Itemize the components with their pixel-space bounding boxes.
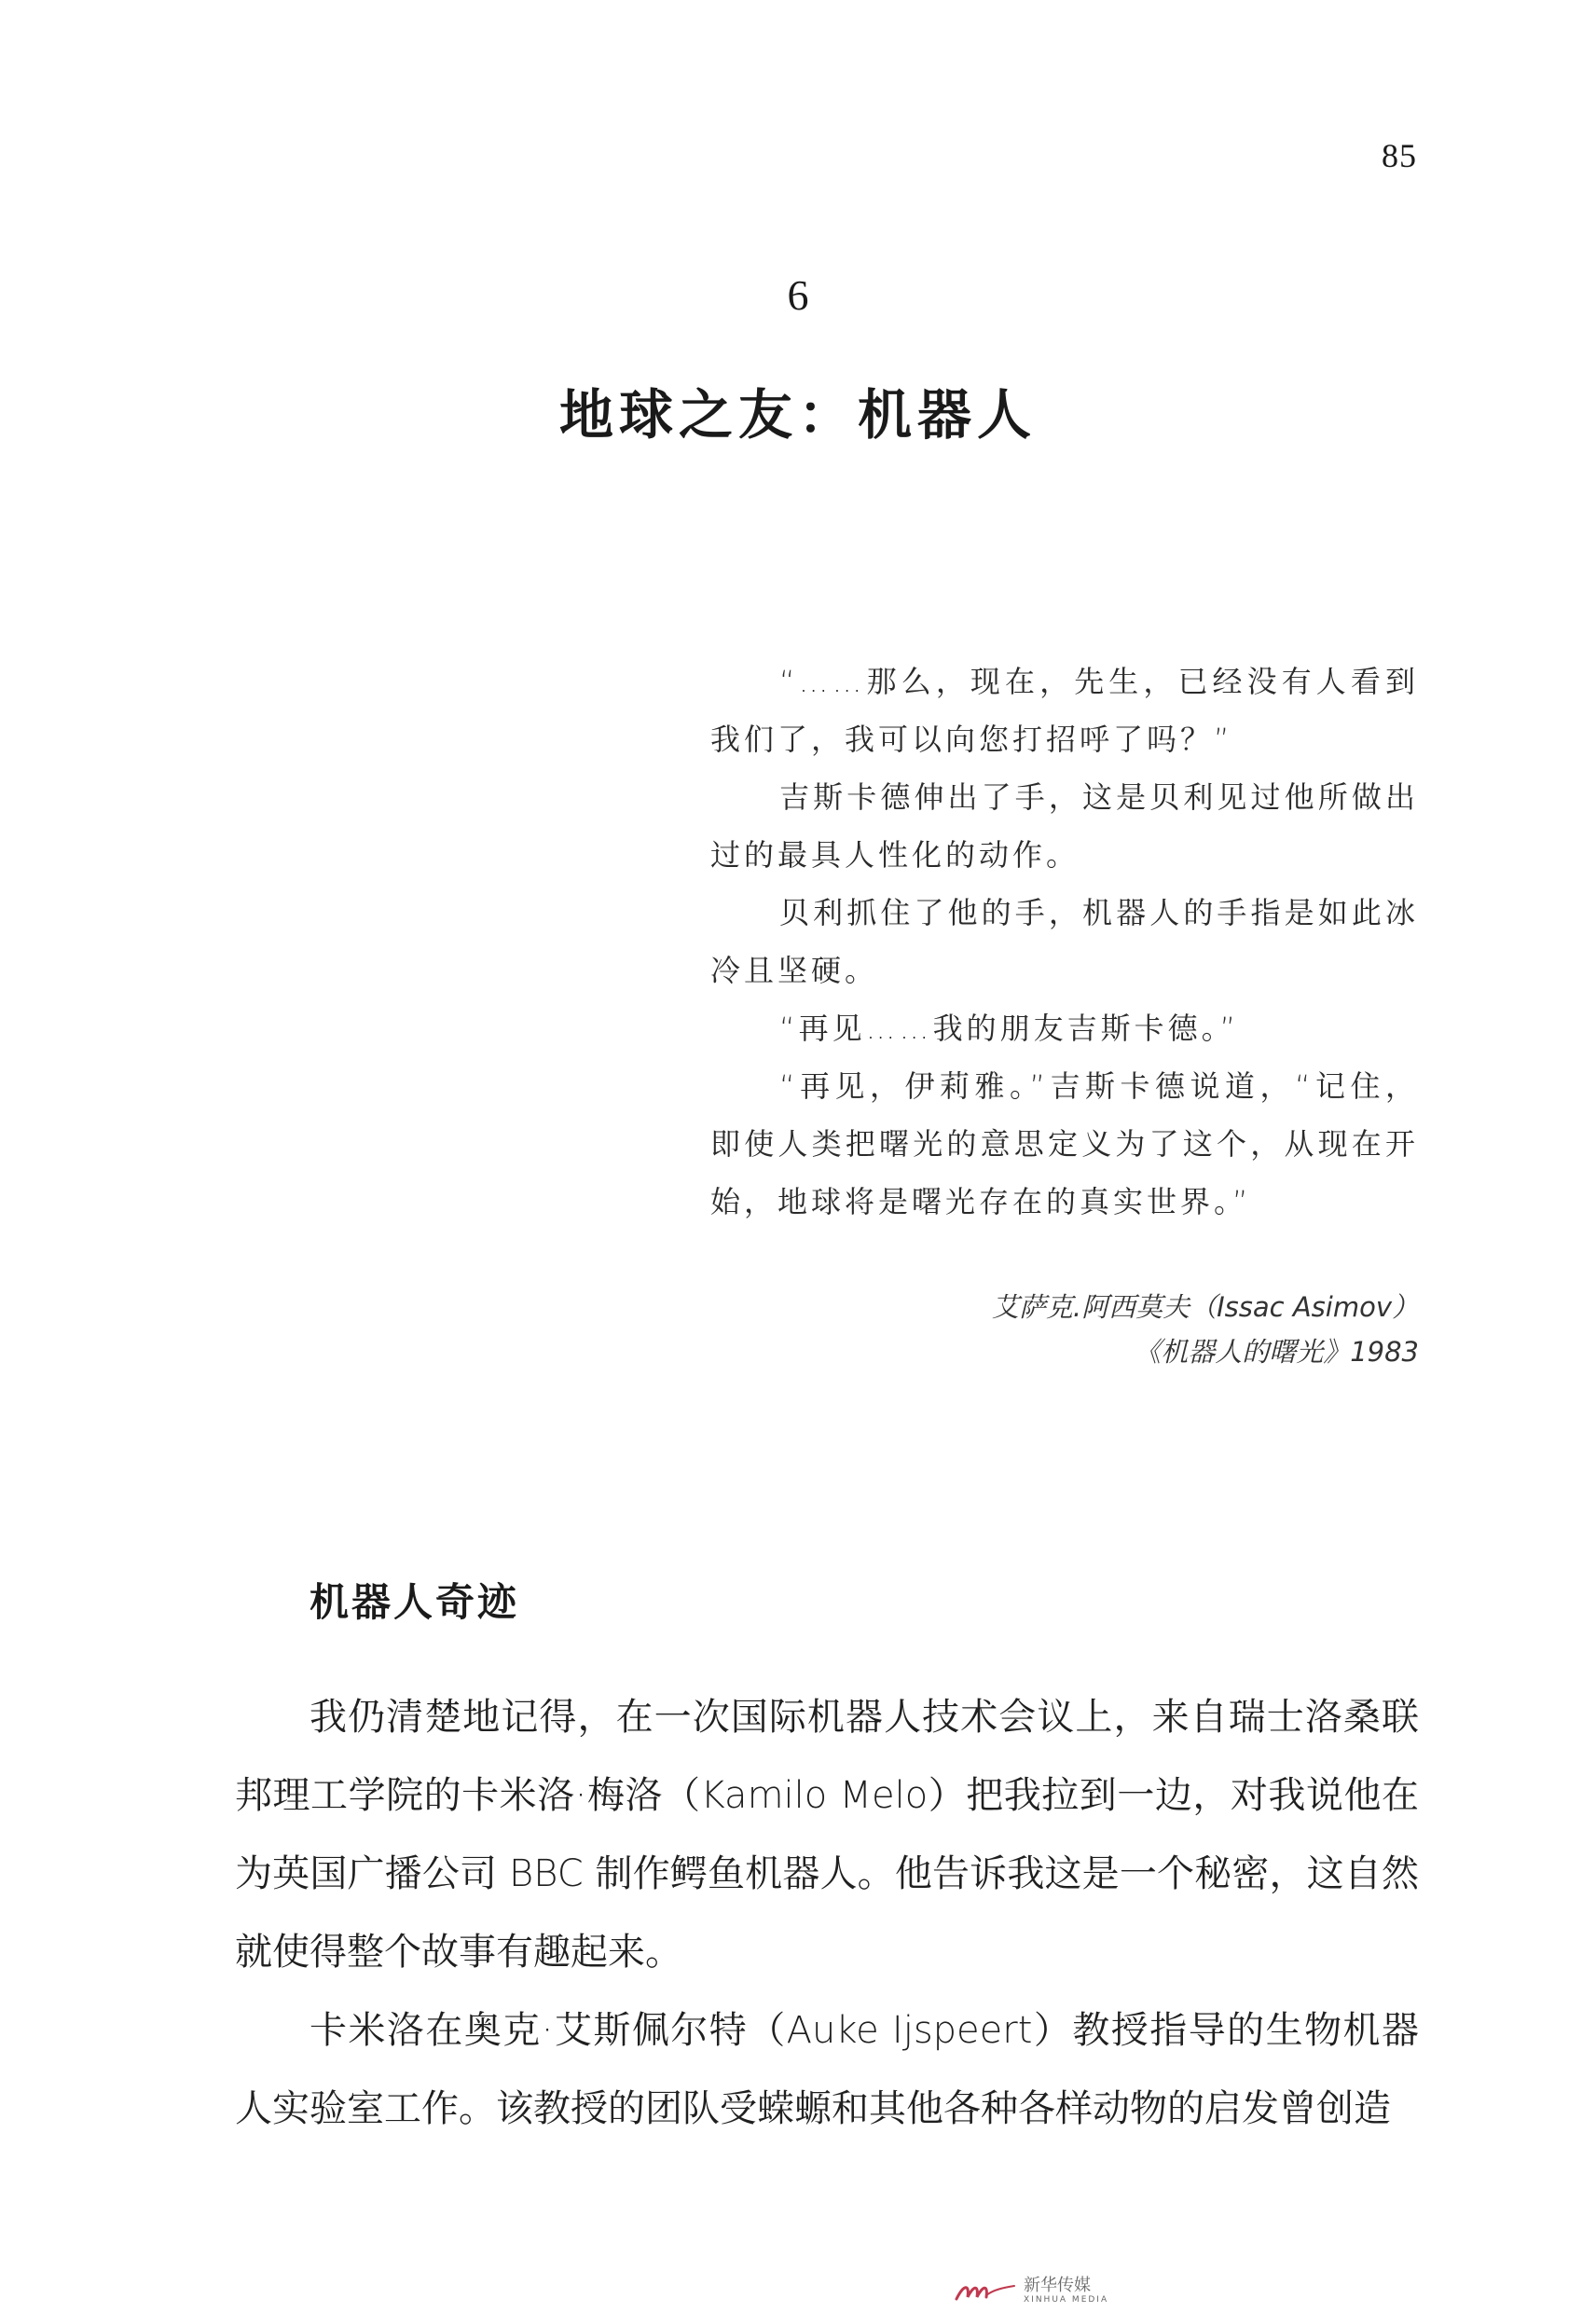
publisher-logo-text bbox=[1024, 2277, 1108, 2305]
epigraph-paragraph: “……那么，现在，先生，已经没有人看到我们了，我可以向您打招呼了吗？” bbox=[710, 664, 1419, 757]
publisher-name: 新华传媒 bbox=[1024, 2276, 1091, 2295]
body-paragraph: 卡米洛在奥克·艾斯佩尔特（Auke Ijspeert）教授指导的生物机器人实验室工作。该教授的团队受蝾螈和其他各种各样动物的启发曾创造 bbox=[235, 2009, 1419, 2130]
epigraph-source: 《机器人的曙光》1983 bbox=[1134, 1336, 1419, 1368]
page-number: 85 bbox=[1382, 137, 1417, 174]
epigraph-paragraph: “再见……我的朋友吉斯卡德。” bbox=[779, 1011, 1240, 1046]
section-heading: 机器人奇迹 bbox=[310, 1579, 520, 1625]
chapter-number: 6 bbox=[787, 271, 809, 319]
epigraph-paragraph: “再见，伊莉雅。”吉斯卡德说道，“记住，即使人类把曙光的意思定义为了这个，从现在开始，地球将是曙光存在的真实世界。” bbox=[710, 1068, 1419, 1219]
publisher-subtitle: XINHUA MEDIA bbox=[1024, 2295, 1109, 2305]
epigraph-paragraph: 吉斯卡德伸出了手，这是贝利见过他所做出过的最具人性化的动作。 bbox=[710, 779, 1419, 873]
chapter-title: 地球之友：机器人 bbox=[558, 383, 1037, 447]
epigraph bbox=[710, 653, 1419, 1231]
epigraph-paragraph: 贝利抓住了他的手，机器人的手指是如此冰冷且坚硬。 bbox=[710, 895, 1419, 988]
publisher-logo bbox=[953, 2277, 1108, 2305]
epigraph-author: 艾萨克.阿西莫夫（Issac Asimov） bbox=[991, 1291, 1419, 1323]
publisher-logo-icon bbox=[953, 2277, 1018, 2305]
epigraph-attribution bbox=[839, 1285, 1419, 1374]
body-text bbox=[235, 1678, 1419, 2148]
body-paragraph: 我仍清楚地记得，在一次国际机器人技术会议上，来自瑞士洛桑联邦理工学院的卡米洛·梅洛（Kamilo Melo）把我拉到一边，对我说他在为英国广播公司 BBC 制作鳄鱼机器人。他告诉我这是一个秘密，这自然就使得整个故事有趣起来。 bbox=[235, 1696, 1419, 1974]
